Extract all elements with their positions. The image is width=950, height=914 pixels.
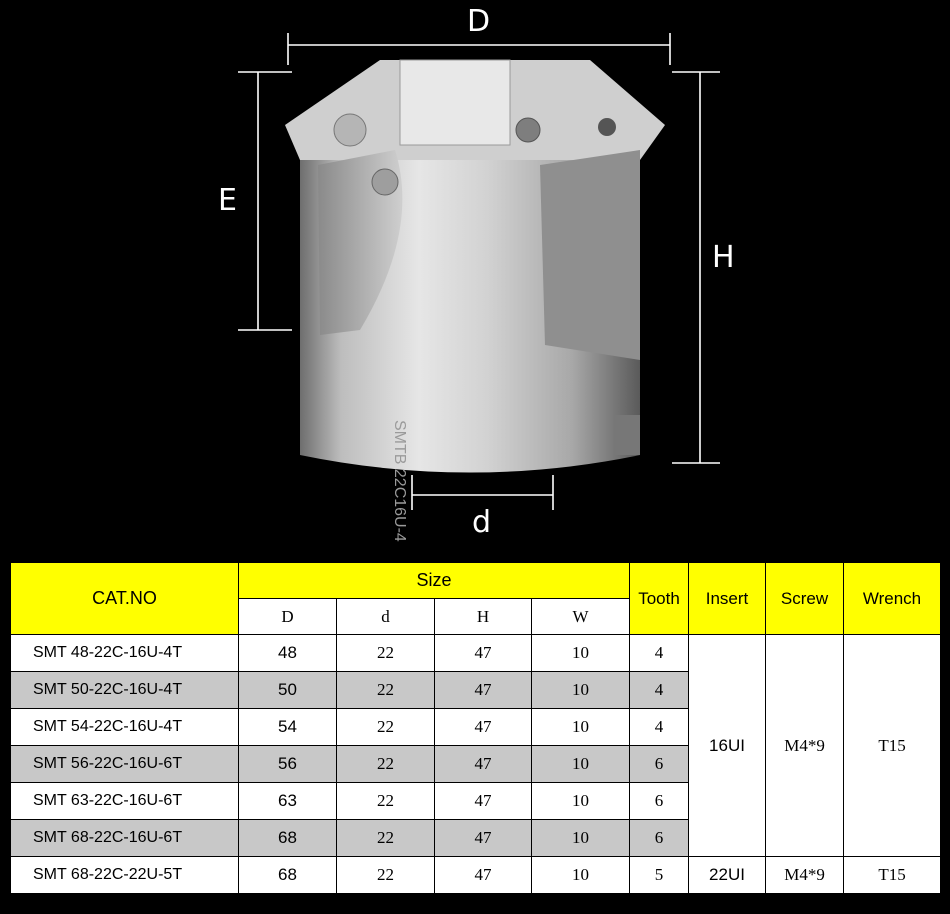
screw-cell: M4*9 (766, 635, 844, 857)
tooth-cell: 6 (630, 783, 689, 820)
D-cell: 56 (239, 746, 337, 783)
insert-cell: 16UI (689, 635, 766, 857)
cat-no-cell: SMT 68-22C-16U-6T (11, 820, 239, 857)
screw-cell: M4*9 (766, 857, 844, 894)
torx-screw (334, 114, 366, 146)
d-cell: 22 (337, 783, 435, 820)
dimension-label-D: D (467, 4, 491, 39)
D-cell: 68 (239, 820, 337, 857)
H-cell: 47 (435, 820, 532, 857)
cat-no-cell: SMT 68-22C-22U-5T (11, 857, 239, 894)
cat-no-cell: SMT 56-22C-16U-6T (11, 746, 239, 783)
D-cell: 48 (239, 635, 337, 672)
header-d: d (337, 599, 435, 635)
d-cell: 22 (337, 709, 435, 746)
header-D: D (239, 599, 337, 635)
D-cell: 68 (239, 857, 337, 894)
W-cell: 10 (532, 820, 630, 857)
cat-no-cell: SMT 48-22C-16U-4T (11, 635, 239, 672)
table-row (11, 635, 941, 672)
dimension-label-E: E (218, 183, 237, 218)
header-wrench: Wrench (844, 563, 941, 635)
W-cell: 10 (532, 672, 630, 709)
wrench-cell: T15 (844, 857, 941, 894)
H-cell: 47 (435, 746, 532, 783)
d-cell: 22 (337, 746, 435, 783)
pin-screw-right (516, 118, 540, 142)
tooth-cell: 4 (630, 635, 689, 672)
dimension-label-H: H (712, 240, 735, 275)
tooth-cell: 4 (630, 672, 689, 709)
cat-no-cell: SMT 54-22C-16U-4T (11, 709, 239, 746)
header-cat-no: CAT.NO (11, 563, 239, 635)
right-pocket (540, 150, 640, 360)
d-cell: 22 (337, 820, 435, 857)
insert-block (400, 60, 510, 145)
D-cell: 50 (239, 672, 337, 709)
d-cell: 22 (337, 635, 435, 672)
table-row (11, 857, 941, 894)
hole (598, 118, 616, 136)
W-cell: 10 (532, 857, 630, 894)
header-insert: Insert (689, 563, 766, 635)
header-W: W (532, 599, 630, 635)
insert-cell: 22UI (689, 857, 766, 894)
tooth-cell: 5 (630, 857, 689, 894)
tooth-cell: 4 (630, 709, 689, 746)
drive-slot (615, 415, 640, 455)
H-cell: 47 (435, 709, 532, 746)
header-screw: Screw (766, 563, 844, 635)
D-cell: 54 (239, 709, 337, 746)
H-cell: 47 (435, 783, 532, 820)
H-cell: 47 (435, 857, 532, 894)
tooth-cell: 6 (630, 746, 689, 783)
d-cell: 22 (337, 857, 435, 894)
header-size: Size (239, 563, 630, 599)
H-cell: 47 (435, 635, 532, 672)
d-cell: 22 (337, 672, 435, 709)
header-tooth: Tooth (630, 563, 689, 635)
header-H: H (435, 599, 532, 635)
W-cell: 10 (532, 635, 630, 672)
wrench-cell: T15 (844, 635, 941, 857)
tooth-cell: 6 (630, 820, 689, 857)
D-cell: 63 (239, 783, 337, 820)
H-cell: 47 (435, 672, 532, 709)
pin-screw (372, 169, 398, 195)
cat-no-cell: SMT 50-22C-16U-4T (11, 672, 239, 709)
cat-no-cell: SMT 63-22C-16U-6T (11, 783, 239, 820)
W-cell: 10 (532, 709, 630, 746)
spec-table (10, 562, 941, 894)
W-cell: 10 (532, 746, 630, 783)
engraving-text: SMTB 22C16U-4 (391, 420, 408, 542)
W-cell: 10 (532, 783, 630, 820)
dimension-label-d: d (472, 505, 492, 540)
